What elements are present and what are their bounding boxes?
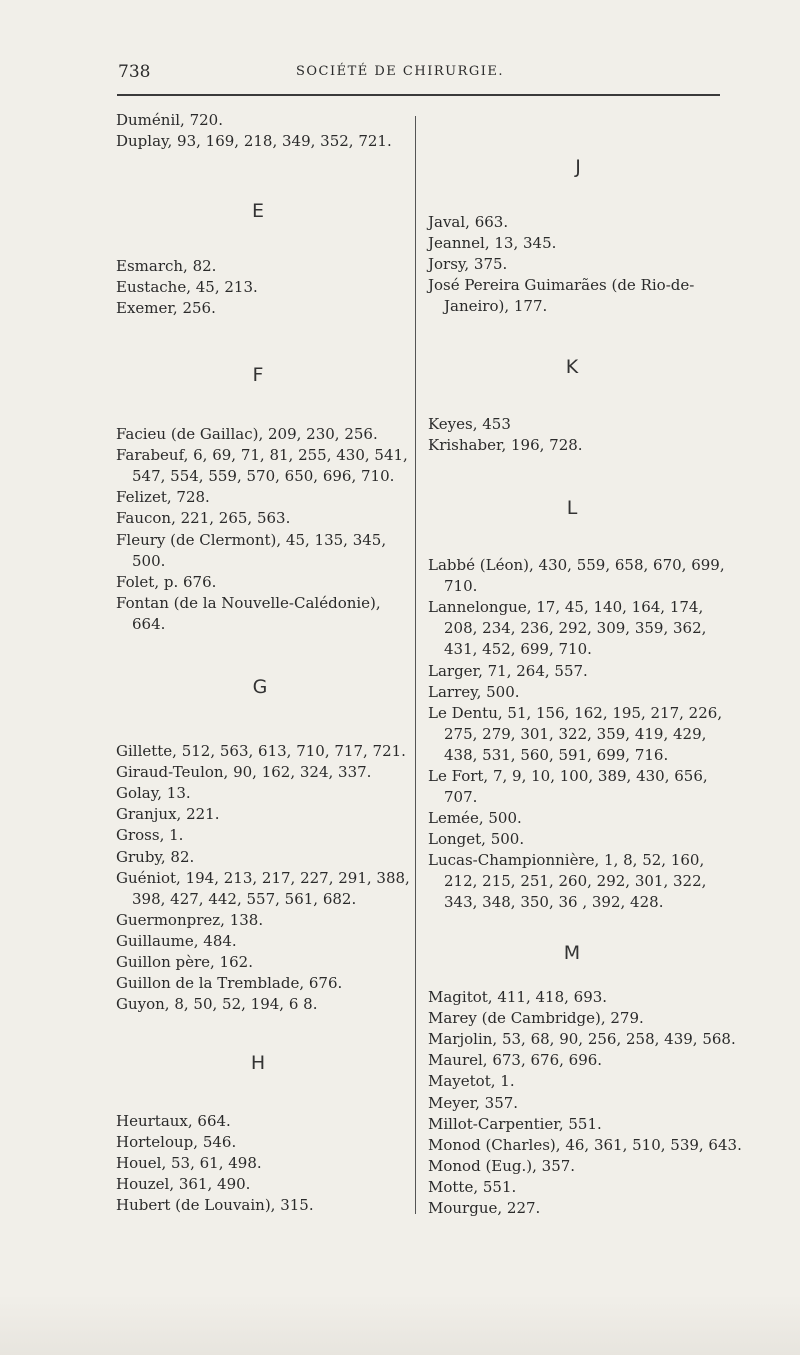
section-letter-g: G — [252, 676, 268, 698]
entry-line: José Pereira Guimarães (de Rio-de- — [428, 276, 695, 295]
index-entry — [428, 1135, 742, 1156]
entry-line: Larger, 71, 264, 557. — [428, 661, 588, 680]
index-entry — [428, 850, 706, 913]
index-entry — [428, 987, 607, 1008]
entry-line: Lemée, 500. — [428, 809, 522, 828]
entry-line: Guillon père, 162. — [116, 953, 253, 971]
index-entry — [116, 1174, 250, 1195]
entry-continuation: 710. — [444, 577, 478, 595]
page-edge-shade — [0, 1295, 800, 1355]
entry-line: Farabeuf, 6, 69, 71, 81, 255, 430, 541, — [116, 446, 408, 465]
section-letter-l: L — [566, 497, 578, 519]
entry-line: Marjolin, 53, 68, 90, 256, 258, 439, 568. — [428, 1030, 736, 1049]
entry-line: Houel, 53, 61, 498. — [116, 1154, 262, 1173]
entry-line: Labbé (Léon), 430, 559, 658, 670, 699, — [428, 556, 725, 574]
entry-line: Gross, 1. — [116, 826, 184, 845]
index-entry — [116, 931, 237, 952]
entry-line: Guillaume, 484. — [116, 931, 237, 950]
index-entry — [116, 762, 371, 783]
entry-line: Longet, 500. — [428, 830, 525, 849]
section-letter-e: E — [251, 200, 264, 222]
index-entry — [116, 952, 253, 973]
entry-line: Le Fort, 7, 9, 10, 100, 389, 430, 656, — [428, 767, 708, 785]
index-entry — [116, 1132, 236, 1153]
entry-line: Fleury (de Clermont), 45, 135, 345, — [116, 530, 387, 549]
entry-line: Folet, p. 676. — [116, 572, 217, 591]
entry-line: Le Dentu, 51, 156, 162, 195, 217, 226, — [428, 703, 723, 722]
entry-line: Golay, 13. — [116, 784, 191, 803]
section-letter-h: H — [250, 1052, 266, 1074]
entry-line: Faucon, 221, 265, 563. — [116, 509, 291, 528]
entry-line: Guyon, 8, 50, 52, 194, 6 8. — [116, 995, 318, 1014]
entry-line: Monod (Charles), 46, 361, 510, 539, 643. — [428, 1135, 742, 1154]
entry-continuation: 707. — [444, 788, 478, 806]
index-entry — [428, 1029, 736, 1050]
index-entry — [428, 766, 708, 808]
index-entry — [428, 1008, 644, 1029]
index-entry — [428, 1156, 575, 1177]
index-entry — [116, 1111, 231, 1132]
entry-continuation: 343, 348, 350, 36 , 392, 428. — [444, 893, 664, 912]
running-head: SOCIÉTÉ DE CHIRURGIE. — [295, 64, 505, 79]
index-entry — [116, 298, 216, 319]
entry-line: Millot-Carpentier, 551. — [428, 1114, 602, 1133]
entry-line: Magitot, 411, 418, 693. — [428, 988, 608, 1006]
index-entry — [428, 254, 507, 275]
entry-line: Heurtaux, 664. — [116, 1112, 231, 1130]
index-entry — [116, 825, 183, 846]
entry-line: Hubert (de Louvain), 315. — [116, 1196, 314, 1215]
page-number: 738 — [118, 62, 151, 82]
entry-line: Fontan (de la Nouvelle-Calédonie), — [116, 593, 381, 612]
index-entry — [116, 445, 408, 487]
index-entry — [116, 804, 219, 825]
entry-continuation: 275, 279, 301, 322, 359, 419, 429, — [444, 724, 707, 743]
index-entry — [116, 256, 216, 277]
index-entry — [116, 994, 317, 1015]
section-letter-j: J — [575, 156, 581, 178]
index-entry — [428, 1071, 515, 1092]
index-entry — [428, 275, 694, 317]
entry-line: Eustache, 45, 213. — [116, 278, 258, 297]
entry-continuation: 500. — [132, 551, 166, 570]
index-entry — [116, 131, 392, 152]
index-entry — [428, 1050, 602, 1071]
entry-continuation: 398, 427, 442, 557, 561, 682. — [132, 889, 357, 908]
entry-line: Exemer, 256. — [116, 299, 216, 318]
index-entry — [428, 555, 725, 597]
entry-continuation: Janeiro), 177. — [444, 297, 548, 316]
column-divider — [415, 116, 416, 1214]
entry-line: Guéniot, 194, 213, 217, 227, 291, 388, — [116, 868, 410, 887]
entry-line: Krishaber, 196, 728. — [428, 436, 583, 455]
index-entry — [116, 593, 381, 635]
entry-continuation: 664. — [132, 614, 166, 633]
entry-line: Jorsy, 375. — [428, 255, 508, 274]
entry-line: Maurel, 673, 676, 696. — [428, 1051, 603, 1070]
entry-continuation: 212, 215, 251, 260, 292, 301, 322, — [444, 872, 707, 891]
index-entry — [428, 1114, 602, 1135]
entry-continuation: 431, 452, 699, 710. — [444, 640, 592, 659]
index-entry — [116, 277, 258, 298]
index-entry — [428, 233, 556, 254]
entry-line: Gillette, 512, 563, 613, 710, 717, 721. — [116, 742, 406, 760]
index-entry — [116, 1153, 262, 1174]
entry-line: Felizet, 728. — [116, 488, 210, 507]
index-entry — [428, 597, 706, 660]
entry-continuation: 438, 531, 560, 591, 699, 716. — [444, 745, 669, 764]
index-entry — [116, 741, 406, 762]
entry-line: Horteloup, 546. — [116, 1133, 237, 1152]
entry-line: Mayetot, 1. — [428, 1072, 515, 1091]
section-letter-f: F — [252, 364, 264, 386]
entry-line: Esmarch, 82. — [116, 257, 217, 275]
index-entry — [116, 868, 410, 910]
index-entry — [116, 1195, 314, 1216]
index-entry — [428, 212, 508, 233]
index-entry — [116, 110, 223, 131]
index-entry — [428, 682, 520, 703]
entry-line: Mourgue, 227. — [428, 1199, 541, 1217]
index-entry — [116, 508, 290, 529]
entry-line: Gruby, 82. — [116, 847, 195, 866]
index-entry — [428, 1177, 516, 1198]
index-entry — [428, 829, 524, 850]
index-entry — [116, 424, 378, 445]
index-entry — [116, 572, 216, 593]
entry-line: Giraud-Teulon, 90, 162, 324, 337. — [116, 763, 372, 782]
entry-line: Keyes, 453 — [428, 415, 511, 433]
index-entry — [116, 910, 263, 931]
index-entry — [428, 808, 522, 829]
index-entry — [428, 1093, 518, 1114]
entry-line: Houzel, 361, 490. — [116, 1175, 251, 1194]
header-rule — [117, 94, 720, 96]
entry-line: Guillon de la Tremblade, 676. — [116, 974, 343, 993]
entry-line: Granjux, 221. — [116, 805, 220, 824]
entry-line: Monod (Eug.), 357. — [428, 1156, 576, 1175]
entry-line: Jeannel, 13, 345. — [428, 234, 557, 253]
entry-line: Marey (de Cambridge), 279. — [428, 1009, 644, 1028]
index-entry — [428, 661, 588, 682]
index-entry — [428, 435, 583, 456]
entry-continuation: 547, 554, 559, 570, 650, 696, 710. — [132, 467, 395, 486]
index-entry — [116, 487, 210, 508]
entry-line: Guermonprez, 138. — [116, 910, 264, 929]
entry-line: Duplay, 93, 169, 218, 349, 352, 721. — [116, 132, 392, 151]
entry-line: Lannelongue, 17, 45, 140, 164, 174, — [428, 598, 704, 617]
section-letter-k: K — [565, 356, 579, 378]
entry-line: Meyer, 357. — [428, 1093, 519, 1112]
entry-continuation: 208, 234, 236, 292, 309, 359, 362, — [444, 619, 707, 638]
index-entry — [428, 703, 722, 766]
index-entry — [428, 1198, 540, 1219]
entry-line: Facieu (de Gaillac), 209, 230, 256. — [116, 425, 378, 443]
entry-line: Javal, 663. — [428, 213, 509, 231]
index-entry — [116, 783, 191, 804]
index-entry — [116, 530, 386, 572]
section-letter-m: M — [563, 942, 581, 964]
entry-line: Larrey, 500. — [428, 682, 520, 701]
entry-line: Duménil, 720. — [116, 111, 223, 129]
index-entry — [116, 847, 194, 868]
entry-line: Motte, 551. — [428, 1177, 517, 1196]
index-entry — [116, 973, 342, 994]
entry-line: Lucas-Championnière, 1, 8, 52, 160, — [428, 851, 705, 870]
index-entry — [428, 414, 511, 435]
